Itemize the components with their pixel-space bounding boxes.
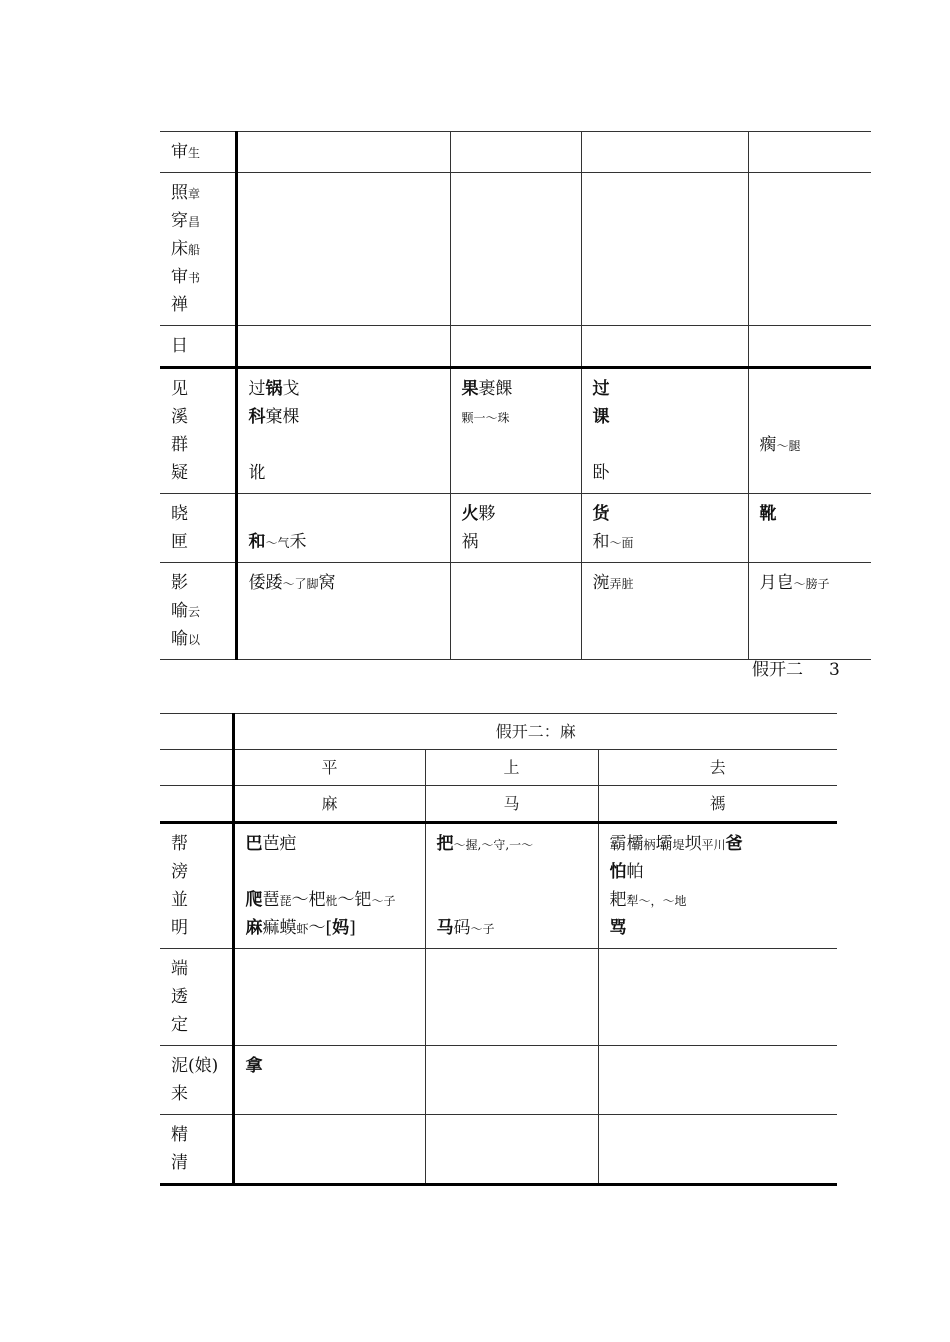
initial-char: 见 <box>171 379 188 399</box>
table-row <box>160 368 871 494</box>
initial-subchar: 以 <box>188 633 201 647</box>
char-bold: 妈 <box>332 918 350 938</box>
char-text: ～[ <box>308 918 333 938</box>
initial-label-line <box>171 886 232 914</box>
char-cell <box>236 368 450 494</box>
char-cell <box>236 173 450 326</box>
initial-char: 群 <box>171 435 188 455</box>
initial-char: 滂 <box>171 862 188 882</box>
initial-label-cell <box>160 132 236 173</box>
char-cell <box>425 1115 598 1185</box>
char-bold: 火 <box>461 504 479 524</box>
char-line <box>462 528 581 556</box>
tone-header-shang: 上 <box>425 750 598 786</box>
initial-label-cell <box>160 1046 233 1115</box>
char-line <box>760 375 872 403</box>
char-text: 窠棵 <box>265 407 300 427</box>
initial-char: 精 <box>171 1125 188 1145</box>
initial-label-line <box>171 914 232 942</box>
char-line <box>462 500 581 528</box>
char-line <box>610 914 838 942</box>
initial-label-line <box>171 291 235 319</box>
char-text: 瘸 <box>759 435 777 455</box>
initial-char: 床 <box>171 239 188 259</box>
initial-label-line <box>171 332 235 360</box>
char-line <box>593 375 748 403</box>
char-line <box>246 1052 425 1080</box>
char-cell <box>450 326 581 368</box>
char-text: 月皀 <box>759 573 794 593</box>
rhyme-row <box>160 786 837 823</box>
char-cell <box>450 132 581 173</box>
rhyme-header-ma-ping: 麻 <box>233 786 425 823</box>
char-bold: 爸 <box>725 834 743 854</box>
initial-char: 来 <box>171 1084 188 1104</box>
char-text: 琶 <box>262 890 280 910</box>
char-line <box>593 569 748 597</box>
table-row <box>160 563 871 660</box>
initial-subchar: 生 <box>188 146 201 160</box>
char-line <box>462 375 581 403</box>
char-line <box>593 403 748 431</box>
initial-label-cell <box>160 173 236 326</box>
char-cell <box>425 823 598 949</box>
initial-subchar: 章 <box>188 187 201 201</box>
initial-char: 溪 <box>171 407 188 427</box>
char-line <box>246 858 425 886</box>
initial-char: 定 <box>171 1015 188 1035</box>
char-cell <box>748 326 871 368</box>
char-cell <box>450 494 581 563</box>
initial-label-line <box>171 431 235 459</box>
char-line <box>462 403 581 431</box>
initial-subchar: 船 <box>188 243 201 257</box>
char-text: 禾 <box>289 532 307 552</box>
initial-char: 疑 <box>171 463 188 483</box>
initial-char: 日 <box>171 336 188 356</box>
char-cell <box>581 326 748 368</box>
char-cell <box>233 823 425 949</box>
initial-label-line <box>171 1052 232 1080</box>
char-text: 坝 <box>684 834 702 854</box>
initial-label-line <box>171 1149 232 1177</box>
rhyme-table-top <box>160 131 871 660</box>
initial-label-line <box>171 858 232 886</box>
initial-char: 帮 <box>171 834 188 854</box>
initial-label-line <box>171 263 235 291</box>
char-bold: 靴 <box>759 504 777 524</box>
char-line <box>437 830 598 858</box>
initial-label-line <box>171 138 235 166</box>
initial-char: 喻 <box>171 601 188 621</box>
char-line <box>593 528 748 556</box>
char-bold: 怕 <box>609 862 627 882</box>
initial-label-line <box>171 1080 232 1108</box>
char-cell <box>450 563 581 660</box>
char-cell <box>450 368 581 494</box>
char-line <box>437 858 598 886</box>
char-bold: 爬 <box>245 890 263 910</box>
char-line <box>610 830 838 858</box>
initial-label-line <box>171 1121 232 1149</box>
page-number: 3 <box>829 660 840 680</box>
char-line <box>760 569 872 597</box>
char-line <box>437 914 598 942</box>
char-cell <box>748 173 871 326</box>
initial-char: 影 <box>171 573 188 593</box>
initial-label-cell <box>160 1115 233 1185</box>
char-annotation: 琵 <box>279 894 292 908</box>
char-line <box>760 431 872 459</box>
char-text: 码 <box>453 918 471 938</box>
initial-label-cell <box>160 823 233 949</box>
char-line <box>246 886 425 914</box>
char-annotation: ～子 <box>470 922 495 936</box>
char-cell <box>748 563 871 660</box>
initial-label-line <box>171 830 232 858</box>
initial-char: 禅 <box>171 295 188 315</box>
char-bold: 马 <box>436 918 454 938</box>
table-row <box>160 1046 837 1115</box>
char-text: 涴 <box>592 573 610 593</box>
char-bold: 科 <box>248 407 266 427</box>
table-row <box>160 494 871 563</box>
initial-char: 泥(娘) <box>171 1056 219 1076</box>
char-cell <box>233 949 425 1046</box>
initial-char: 喻 <box>171 629 188 649</box>
initial-char: 透 <box>171 987 188 1007</box>
char-text: 芭疤 <box>262 834 297 854</box>
char-line <box>249 500 450 528</box>
char-line <box>249 459 450 487</box>
char-cell <box>236 326 450 368</box>
initial-char: 端 <box>171 959 188 979</box>
initial-label-line <box>171 500 235 528</box>
char-text: 和 <box>592 532 610 552</box>
char-text: 耙 <box>609 890 627 910</box>
footer-section-label: 假开二 <box>752 660 803 680</box>
char-cell <box>236 494 450 563</box>
rhyme-header-ma-shang: 马 <box>425 786 598 823</box>
char-annotation: ～腿 <box>776 439 801 453</box>
char-bold: 过 <box>592 379 610 399</box>
char-cell <box>581 132 748 173</box>
char-bold: 和 <box>248 532 266 552</box>
char-cell <box>450 173 581 326</box>
char-line <box>249 403 450 431</box>
char-annotation: ～了脚 <box>282 577 319 591</box>
initial-label-line <box>171 375 235 403</box>
rhyme-table-ma <box>160 713 837 1186</box>
char-text: 倭踒 <box>248 573 283 593</box>
initial-char: 照 <box>171 183 188 203</box>
char-cell <box>748 368 871 494</box>
char-bold: 骂 <box>609 918 627 938</box>
char-cell <box>236 563 450 660</box>
tone-row <box>160 750 837 786</box>
char-line <box>593 431 748 459</box>
char-cell <box>581 563 748 660</box>
char-bold: 课 <box>592 407 610 427</box>
char-line <box>249 528 450 556</box>
initial-char: 匣 <box>171 532 188 552</box>
char-text: 夥 <box>478 504 496 524</box>
initial-char: 穿 <box>171 211 188 231</box>
char-cell <box>236 132 450 173</box>
table-row <box>160 1115 837 1185</box>
char-annotation: ～膀子 <box>793 577 830 591</box>
initial-label-cell <box>160 949 233 1046</box>
initial-label-line <box>171 625 235 653</box>
char-annotation: 枇 <box>325 894 338 908</box>
char-annotation: ～面 <box>609 536 634 550</box>
char-bold: 果 <box>461 379 479 399</box>
initial-char: 审 <box>171 142 188 162</box>
char-text: 戈 <box>282 379 300 399</box>
corner-cell <box>160 714 233 750</box>
char-cell <box>598 949 837 1046</box>
initial-subchar: 云 <box>188 605 201 619</box>
table-row <box>160 173 871 326</box>
char-text: ～杷 <box>291 890 326 910</box>
char-bold: 拿 <box>245 1056 263 1076</box>
initial-label-line <box>171 528 235 556</box>
char-line <box>246 914 425 942</box>
char-text: 霸欛 <box>609 834 644 854</box>
initial-label-line <box>171 569 235 597</box>
char-line <box>760 500 872 528</box>
char-cell <box>425 1046 598 1115</box>
char-bold: 把 <box>436 834 454 854</box>
char-line <box>249 431 450 459</box>
char-cell <box>748 132 871 173</box>
initial-subchar: 昌 <box>188 215 201 229</box>
title-row <box>160 714 837 750</box>
char-cell <box>581 368 748 494</box>
corner-cell <box>160 750 233 786</box>
char-bold: 麻 <box>245 918 263 938</box>
char-cell <box>233 1046 425 1115</box>
char-line <box>593 459 748 487</box>
initial-label-cell <box>160 326 236 368</box>
char-annotation: 弄脏 <box>609 577 634 591</box>
table-row <box>160 132 871 173</box>
corner-cell <box>160 786 233 823</box>
char-bold: 锅 <box>265 379 283 399</box>
char-line <box>437 886 598 914</box>
char-cell <box>233 1115 425 1185</box>
char-cell <box>581 173 748 326</box>
initial-label-cell <box>160 494 236 563</box>
char-text: 裹餜 <box>478 379 513 399</box>
char-line <box>249 569 450 597</box>
initial-label-line <box>171 459 235 487</box>
initial-label-line <box>171 983 232 1011</box>
char-annotation: 犁～，～地 <box>626 894 687 908</box>
table-row <box>160 326 871 368</box>
char-line <box>610 886 838 914</box>
rhyme-header-ma-qu: 禡 <box>598 786 837 823</box>
char-text: 壩 <box>655 834 673 854</box>
char-line <box>610 858 838 886</box>
initial-label-line <box>171 597 235 625</box>
initial-label-line <box>171 235 235 263</box>
tone-header-ping: 平 <box>233 750 425 786</box>
char-cell <box>598 1115 837 1185</box>
char-text: ] <box>349 918 356 938</box>
char-text: 帕 <box>626 862 644 882</box>
initial-char: 明 <box>171 918 188 938</box>
char-annotation: 平川 <box>701 838 726 852</box>
initial-label-cell <box>160 368 236 494</box>
char-cell <box>425 949 598 1046</box>
char-annotation: 颗一～珠 <box>461 411 510 425</box>
char-text: ～钯 <box>337 890 372 910</box>
rhyme-table-ma-body <box>160 714 837 1185</box>
initial-char: 並 <box>171 890 188 910</box>
char-text: 过 <box>248 379 266 399</box>
char-cell <box>748 494 871 563</box>
char-annotation: 虾 <box>296 922 309 936</box>
char-cell <box>581 494 748 563</box>
table-title: 假开二：麻 <box>233 714 837 750</box>
initial-label-line <box>171 955 232 983</box>
initial-char: 晓 <box>171 504 188 524</box>
page-footer <box>752 657 840 683</box>
char-text: 卧 <box>592 463 610 483</box>
initial-label-line <box>171 207 235 235</box>
char-annotation: 柄 <box>643 838 656 852</box>
initial-label-line <box>171 179 235 207</box>
initial-label-cell <box>160 563 236 660</box>
initial-subchar: 书 <box>188 271 201 285</box>
char-line <box>249 375 450 403</box>
char-text: 窝 <box>318 573 336 593</box>
char-annotation: ～气 <box>265 536 290 550</box>
char-text: 祸 <box>461 532 479 552</box>
char-annotation: ～子 <box>371 894 396 908</box>
char-annotation: ～握,～守,一～ <box>453 838 534 852</box>
table-row <box>160 823 837 949</box>
char-bold: 货 <box>592 504 610 524</box>
initial-char: 审 <box>171 267 188 287</box>
initial-label-line <box>171 1011 232 1039</box>
char-cell <box>598 1046 837 1115</box>
char-line <box>760 403 872 431</box>
initial-char: 清 <box>171 1153 188 1173</box>
char-bold: 巴 <box>245 834 263 854</box>
char-text: 痲蟆 <box>262 918 297 938</box>
char-line <box>246 830 425 858</box>
rhyme-table-top-body <box>160 132 871 660</box>
tone-header-qu: 去 <box>598 750 837 786</box>
char-text: 讹 <box>248 463 266 483</box>
char-cell <box>598 823 837 949</box>
char-annotation: 堤 <box>672 838 685 852</box>
char-line <box>593 500 748 528</box>
table-row <box>160 949 837 1046</box>
initial-label-line <box>171 403 235 431</box>
